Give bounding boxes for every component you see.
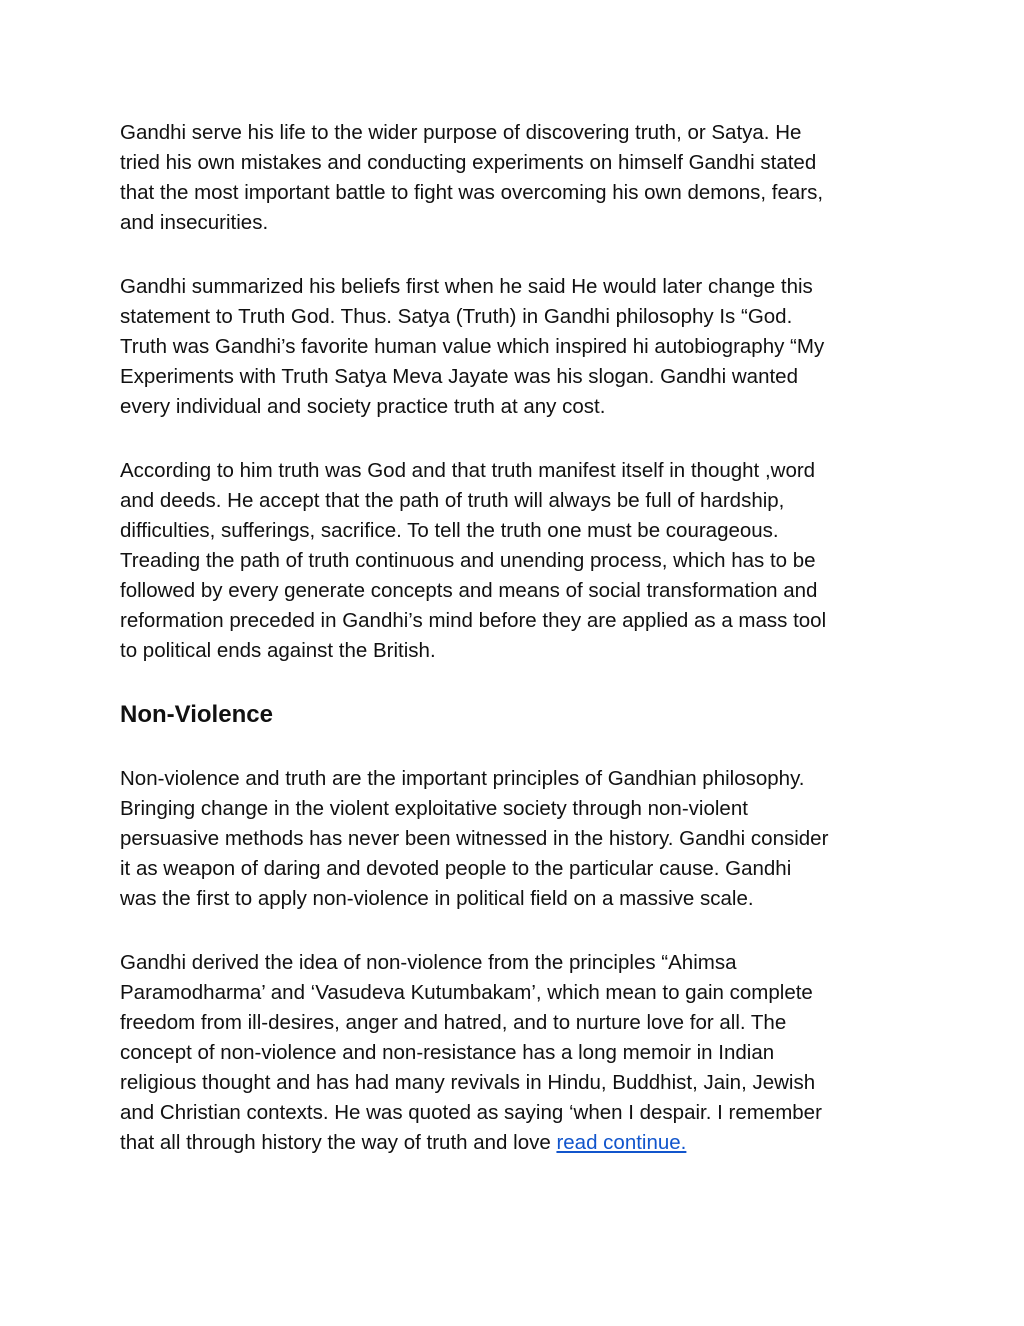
text-line: and insecurities. [120,211,269,234]
text-line: Gandhi derived the idea of non-violence from the principles “Ahimsa [120,951,737,974]
text-line: and Christian contexts. He was quoted as saying ‘when I despair. I remember [120,1101,822,1124]
paragraph-path-of-truth [120,456,910,666]
section-heading: Non-Violence [120,701,273,728]
text-line: Non-violence and truth are the important principles of Gandhian philosophy. [120,767,805,790]
text-line: that the most important battle to fight was overcoming his own demons, fears, [120,181,824,204]
text-line: Experiments with Truth Satya Meva Jayate was his slogan. Gandhi wanted [120,365,798,388]
text-line: tried his own mistakes and conducting experiments on himself Gandhi stated [120,151,817,174]
text-line: religious thought and has had many revivals in Hindu, Buddhist, Jain, Jewish [120,1071,816,1094]
paragraph-satya-intro [120,118,910,238]
text-line: it as weapon of daring and devoted people to the particular cause. Gandhi [120,857,792,880]
read-continue-link[interactable]: read continue. [556,1131,687,1154]
paragraph-non-violence-principles [120,764,910,914]
text-line: concept of non-violence and non-resistance has a long memoir in Indian [120,1041,775,1064]
text-line: persuasive methods has never been witnessed in the history. Gandhi consider [120,827,829,850]
paragraph-ahimsa [120,948,910,1158]
text-line: Paramodharma’ and ‘Vasudeva Kutumbakam’, which mean to gain complete [120,981,813,1004]
text-line-with-link [120,1128,910,1158]
text-line: Truth was Gandhi’s favorite human value which inspired hi autobiography “My [120,335,825,358]
text-line: reformation preceded in Gandhi’s mind before they are applied as a mass tool [120,609,827,632]
text-line: to political ends against the British. [120,639,436,662]
text-line: was the first to apply non-violence in political field on a massive scale. [120,887,754,910]
text-line: Bringing change in the violent exploitative society through non-violent [120,797,748,820]
text-line: freedom from ill-desires, anger and hatred, and to nurture love for all. The [120,1011,787,1034]
text-line-final: that all through history the way of truth and love [120,1131,557,1154]
paragraph-truth-god [120,272,910,422]
text-line: and deeds. He accept that the path of truth will always be full of hardship, [120,489,785,512]
text-line: Gandhi serve his life to the wider purpose of discovering truth, or Satya. He [120,121,802,144]
document-page [120,118,910,1192]
text-line: Gandhi summarized his beliefs first when he said He would later change this [120,275,813,298]
text-line: every individual and society practice truth at any cost. [120,395,606,418]
text-line: difficulties, sufferings, sacrifice. To tell the truth one must be courageous. [120,519,779,542]
text-line: According to him truth was God and that truth manifest itself in thought ,word [120,459,816,482]
text-line: followed by every generate concepts and means of social transformation and [120,579,818,602]
text-line: statement to Truth God. Thus. Satya (Truth) in Gandhi philosophy Is “God. [120,305,793,328]
text-line: Treading the path of truth continuous and unending process, which has to be [120,549,816,572]
